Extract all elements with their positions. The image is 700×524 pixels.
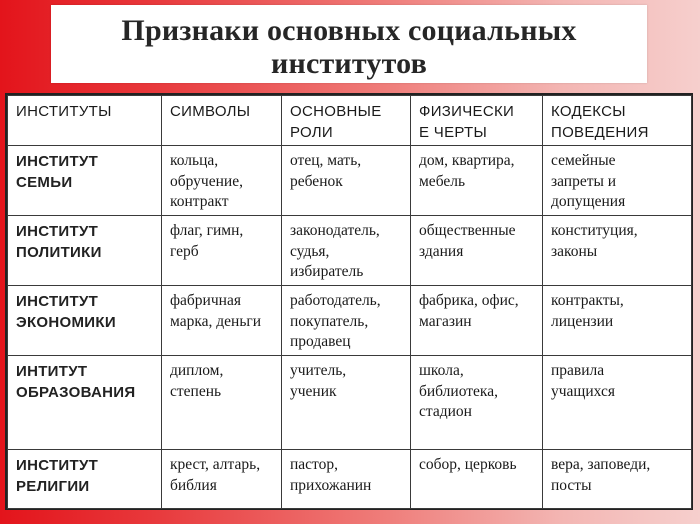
cell-text: крест, алтарь, библия: [170, 456, 261, 494]
table-cell: [162, 146, 282, 216]
cell-text: законодатель, судья, избиратель: [290, 222, 380, 280]
cell-text: ИНТИТУТ ОБРАЗОВАНИЯ: [16, 363, 136, 401]
table-row-family: [8, 146, 692, 216]
table-cell: [411, 356, 543, 450]
table-cell: [162, 216, 282, 286]
header-label: ФИЗИЧЕСКИ Е ЧЕРТЫ: [419, 103, 515, 141]
header-symbols: [162, 96, 282, 146]
cell-text: учитель, ученик: [290, 362, 347, 400]
cell-text: собор, церковь: [419, 456, 517, 473]
table-row-education: [8, 356, 692, 450]
table-row-economics: [8, 286, 692, 356]
table-cell: [282, 216, 411, 286]
table-cell: [543, 146, 692, 216]
cell-text: диплом, степень: [170, 362, 224, 400]
header-label: ИНСТИТУТЫ: [16, 103, 112, 120]
cell-text: общественные здания: [419, 222, 516, 260]
table-cell: [282, 450, 411, 509]
table-cell: [162, 356, 282, 450]
page-title: Признаки основных социальных институтов: [121, 14, 577, 80]
table-cell: [411, 286, 543, 356]
table-cell: [543, 356, 692, 450]
header-institutes: [8, 96, 162, 146]
row-label: [8, 286, 162, 356]
row-label: [8, 356, 162, 450]
header-physical-traits: [411, 96, 543, 146]
cell-text: фабричная марка, деньги: [170, 292, 262, 330]
table-cell: [162, 286, 282, 356]
header-label: СИМВОЛЫ: [170, 103, 251, 120]
row-label: [8, 216, 162, 286]
table-row-politics: [8, 216, 692, 286]
header-roles: [282, 96, 411, 146]
table-cell: [162, 450, 282, 509]
header-codes: [543, 96, 692, 146]
table-grid: [7, 95, 692, 509]
cell-text: ИНСТИТУТ ЭКОНОМИКИ: [16, 293, 116, 331]
cell-text: ИНСТИТУТ СЕМЬИ: [16, 153, 99, 191]
cell-text: дом, квартира, мебель: [419, 152, 515, 190]
cell-text: семейные запреты и допущения: [551, 152, 626, 210]
table-header-row: [8, 96, 692, 146]
table-cell: [282, 356, 411, 450]
row-label: [8, 450, 162, 509]
institutions-table: [5, 93, 693, 510]
cell-text: флаг, гимн, герб: [170, 222, 244, 260]
cell-text: ИНСТИТУТ РЕЛИГИИ: [16, 457, 99, 495]
title-panel: [51, 5, 647, 83]
table-cell: [282, 286, 411, 356]
cell-text: вера, заповеди, посты: [551, 456, 651, 494]
cell-text: контракты, лицензии: [551, 292, 624, 330]
cell-text: правила учащихся: [551, 362, 615, 400]
cell-text: школа, библиотека, стадион: [419, 362, 498, 420]
cell-text: отец, мать, ребенок: [290, 152, 362, 190]
table-cell: [411, 450, 543, 509]
table-cell: [411, 146, 543, 216]
cell-text: работодатель, покупатель, продавец: [290, 292, 381, 350]
row-label: [8, 146, 162, 216]
cell-text: пастор, прихожанин: [290, 456, 372, 494]
table-cell: [282, 146, 411, 216]
table-row-religion: [8, 450, 692, 509]
header-label: ОСНОВНЫЕ РОЛИ: [290, 103, 382, 141]
table-cell: [543, 216, 692, 286]
cell-text: фабрика, офис, магазин: [419, 292, 519, 330]
header-label: КОДЕКСЫ ПОВЕДЕНИЯ: [551, 103, 649, 141]
table-cell: [543, 286, 692, 356]
cell-text: конституция, законы: [551, 222, 638, 260]
table-cell: [411, 216, 543, 286]
cell-text: кольца, обручение, контракт: [170, 152, 243, 210]
cell-text: ИНСТИТУТ ПОЛИТИКИ: [16, 223, 102, 261]
table-cell: [543, 450, 692, 509]
